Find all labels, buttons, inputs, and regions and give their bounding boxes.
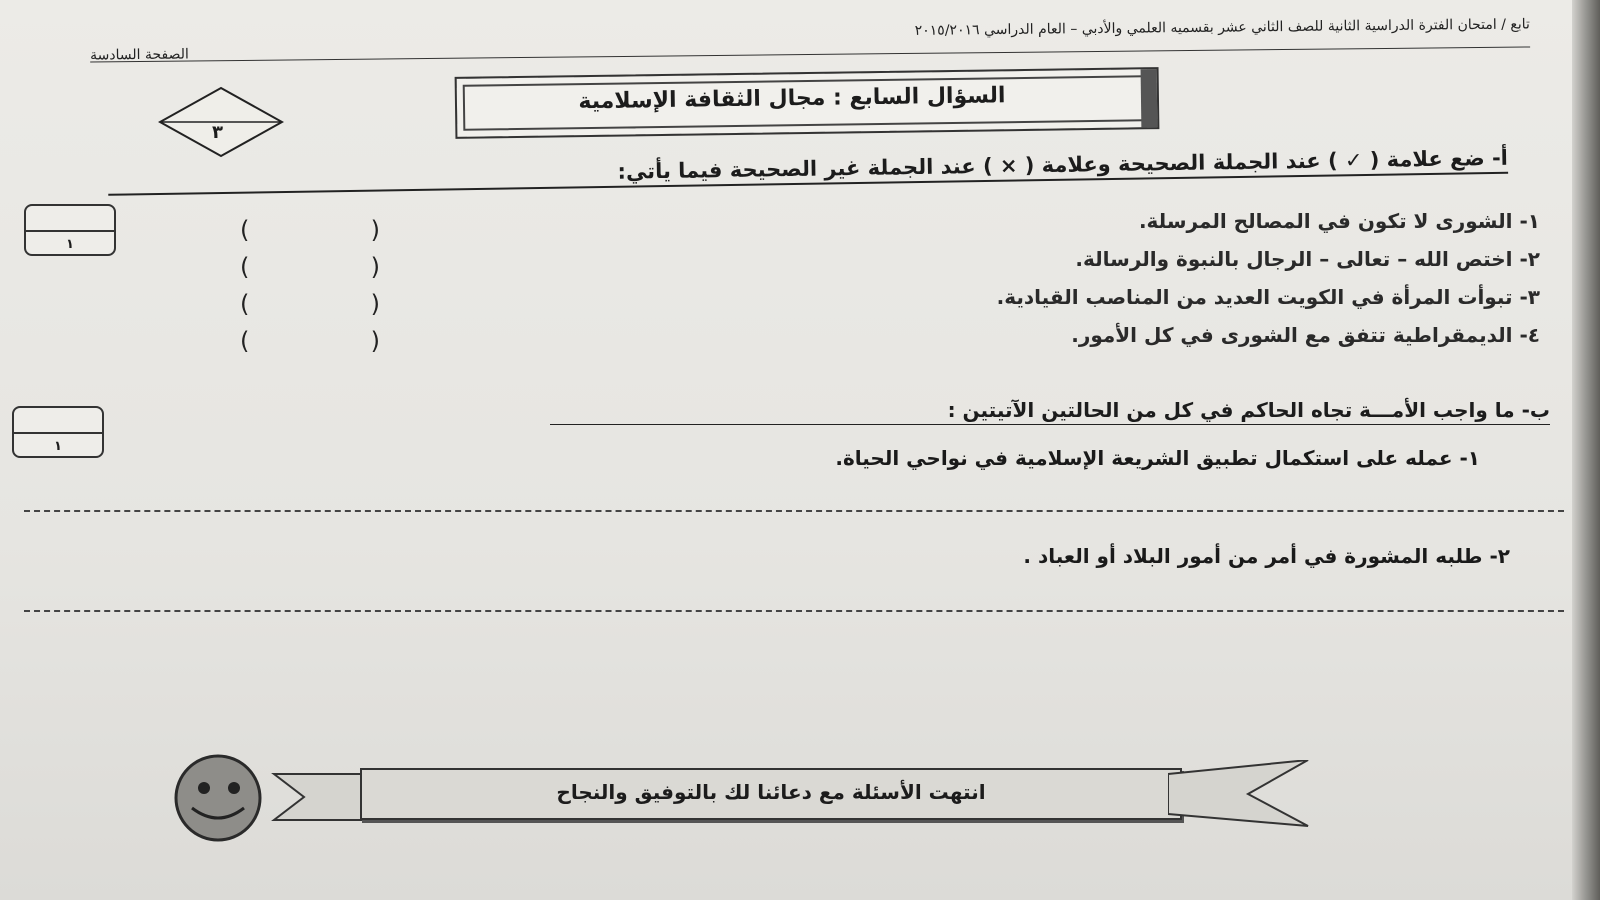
answer-slot[interactable] <box>240 212 380 249</box>
score-box-divider <box>26 230 114 232</box>
score-box-divider <box>14 432 102 434</box>
answer-line-1[interactable] <box>24 510 1564 512</box>
paren-open: ( <box>240 327 250 355</box>
answer-line-2[interactable] <box>24 610 1564 612</box>
section-b-item-1: ١- عمله على استكمال تطبيق الشريعة الإسلامية في نواحي الحياة. <box>835 446 1480 470</box>
paren-close: ) <box>370 253 380 281</box>
section-a-marks: ١ <box>66 237 74 252</box>
smiley-face-icon <box>154 754 374 844</box>
paren-open: ( <box>240 290 250 318</box>
header-exam-title: تابع / امتحان الفترة الدراسية الثانية للصف الثاني عشر بقسميه العلمي والأدبي – العام الدراسي ٢٠١٥/٢٠١٦ <box>914 16 1530 39</box>
answer-slot[interactable] <box>240 323 380 360</box>
statement-item: ٣- تبوأت المرأة في الكويت العديد من المناصب القيادية. <box>996 285 1540 309</box>
banner-ribbon-tail <box>1168 760 1318 830</box>
paren-open: ( <box>240 216 250 244</box>
paren-open: ( <box>240 253 250 281</box>
statement-item: ٢- اختص الله – تعالى – الرجال بالنبوة والرسالة. <box>1075 247 1540 271</box>
question-title-box <box>455 67 1160 139</box>
header-page-number: الصفحة السادسة <box>90 46 189 64</box>
answer-parentheses <box>240 212 380 360</box>
closing-message: انتهت الأسئلة مع دعائنا لك بالتوفيق والنجاح <box>556 780 986 804</box>
paren-close: ) <box>370 216 380 244</box>
smiley-ribbon <box>154 754 374 844</box>
paper-edge-shadow <box>1572 0 1600 900</box>
section-b-title: ب- ما واجب الأمـــة تجاه الحاكم في كل من الحالتين الآتيتين : <box>550 398 1550 425</box>
answer-slot[interactable] <box>240 286 380 323</box>
question-title: السؤال السابع : مجال الثقافة الإسلامية <box>578 83 1006 115</box>
statement-item: ٤- الديمقراطية تتفق مع الشورى في كل الأمور. <box>1071 323 1540 347</box>
question-marks: ٣ <box>212 122 223 143</box>
section-b-score-box <box>12 406 104 458</box>
section-b-marks: ١ <box>54 439 62 454</box>
question-score-diamond <box>158 86 284 158</box>
section-a-items <box>640 203 1540 355</box>
statement-item: ١- الشورى لا تكون في المصالح المرسلة. <box>1138 209 1540 233</box>
paren-close: ) <box>370 290 380 318</box>
paren-close: ) <box>370 327 380 355</box>
section-b-item-2: ٢- طلبه المشورة في أمر من أمور البلاد أو العباد . <box>1023 544 1510 568</box>
ribbon-tail-icon <box>1168 760 1318 830</box>
section-a-instruction: أ- ضع علامة ( ✓ ) عند الجملة الصحيحة وعلامة ( × ) عند الجملة غير الصحيحة فيما يأتي: <box>617 145 1509 184</box>
answer-slot[interactable] <box>240 249 380 286</box>
closing-banner <box>360 768 1182 820</box>
section-a-score-box <box>24 204 116 256</box>
